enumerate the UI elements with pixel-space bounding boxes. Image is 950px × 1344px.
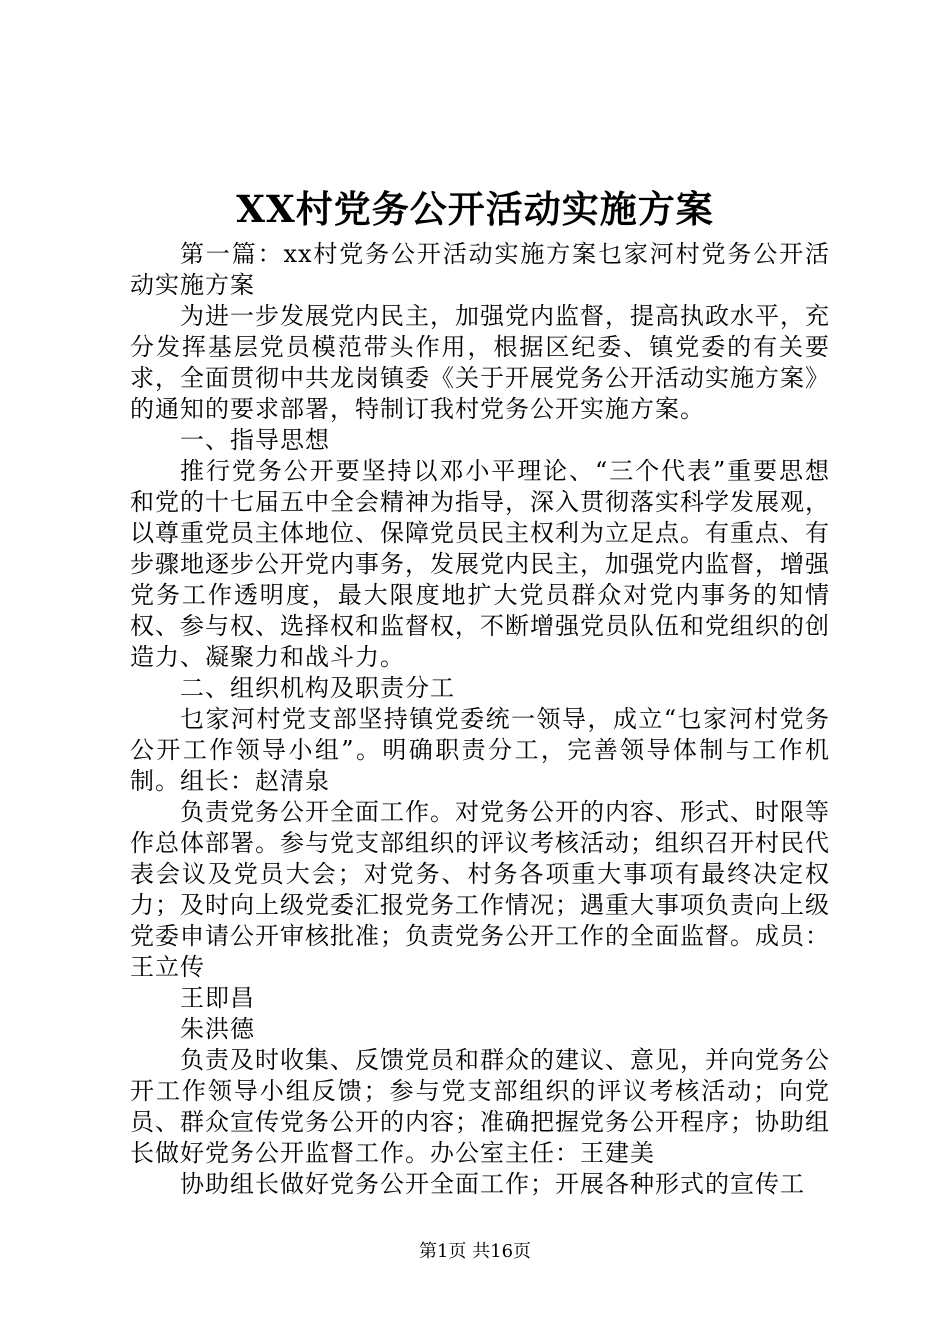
paragraph-office-duties: 协助组长做好党务公开全面工作；开展各种形式的宣传工 bbox=[180, 1170, 805, 1198]
section-heading-guiding-ideology: 一、指导思想 bbox=[180, 426, 330, 454]
member-name: 王即昌 bbox=[180, 984, 255, 1012]
paragraph-organization: 乜家河村党支部坚持镇党委统一领导，成立“乜家河村党务公开工作领导小组”。明确职责分工，完善领导体制与工作机制。组长：赵清泉 bbox=[130, 705, 830, 795]
document-body bbox=[130, 239, 830, 1200]
section-heading-organization: 二、组织机构及职责分工 bbox=[180, 674, 455, 702]
page-footer: 第1页 共16页 bbox=[418, 1241, 532, 1262]
paragraph-member-duties: 负责及时收集、反馈党员和群众的建议、意见，并向党务公开工作领导小组反馈；参与党支部组织的评议考核活动；向党员、群众宣传党务公开的内容；准确把握党务公开程序；协助组长做好党务公开监督工作。办公室主任：王建美 bbox=[130, 1046, 830, 1167]
paragraph-intro: 为进一步发展党内民主，加强党内监督，提高执政水平，充分发挥基层党员模范带头作用，根据区纪委、镇党委的有关要求，全面贯彻中共龙岗镇委《关于开展党务公开活动实施方案》的通知的要求部署，特制订我村党务公开实施方案。 bbox=[130, 302, 830, 423]
paragraph-guiding-ideology: 推行党务公开要坚持以邓小平理论、“三个代表”重要思想和党的十七届五中全会精神为指导，深入贯彻落实科学发展观，以尊重党员主体地位、保障党员民主权利为立足点。有重点、有步骤地逐步公开党内事务，发展党内民主，加强党内监督，增强党务工作透明度，最大限度地扩大党员群众对党内事务的知情权、参与权、选择权和监督权，不断增强党员队伍和党组织的创造力、凝聚力和战斗力。 bbox=[130, 457, 830, 671]
document-title: XX村党务公开活动实施方案 bbox=[236, 187, 714, 231]
paragraph-heading-part-one: 第一篇：xx村党务公开活动实施方案乜家河村党务公开活动实施方案 bbox=[130, 240, 830, 299]
member-name: 朱洪德 bbox=[180, 1015, 255, 1043]
paragraph-leader-duties: 负责党务公开全面工作。对党务公开的内容、形式、时限等作总体部署。参与党支部组织的评议考核活动；组织召开村民代表会议及党员大会；对党务、村务各项重大事项有最终决定权力；及时向上级党委汇报党务工作情况；遇重大事项负责向上级党委申请公开审核批准；负责党务公开工作的全面监督。成员：王立传 bbox=[130, 798, 830, 981]
